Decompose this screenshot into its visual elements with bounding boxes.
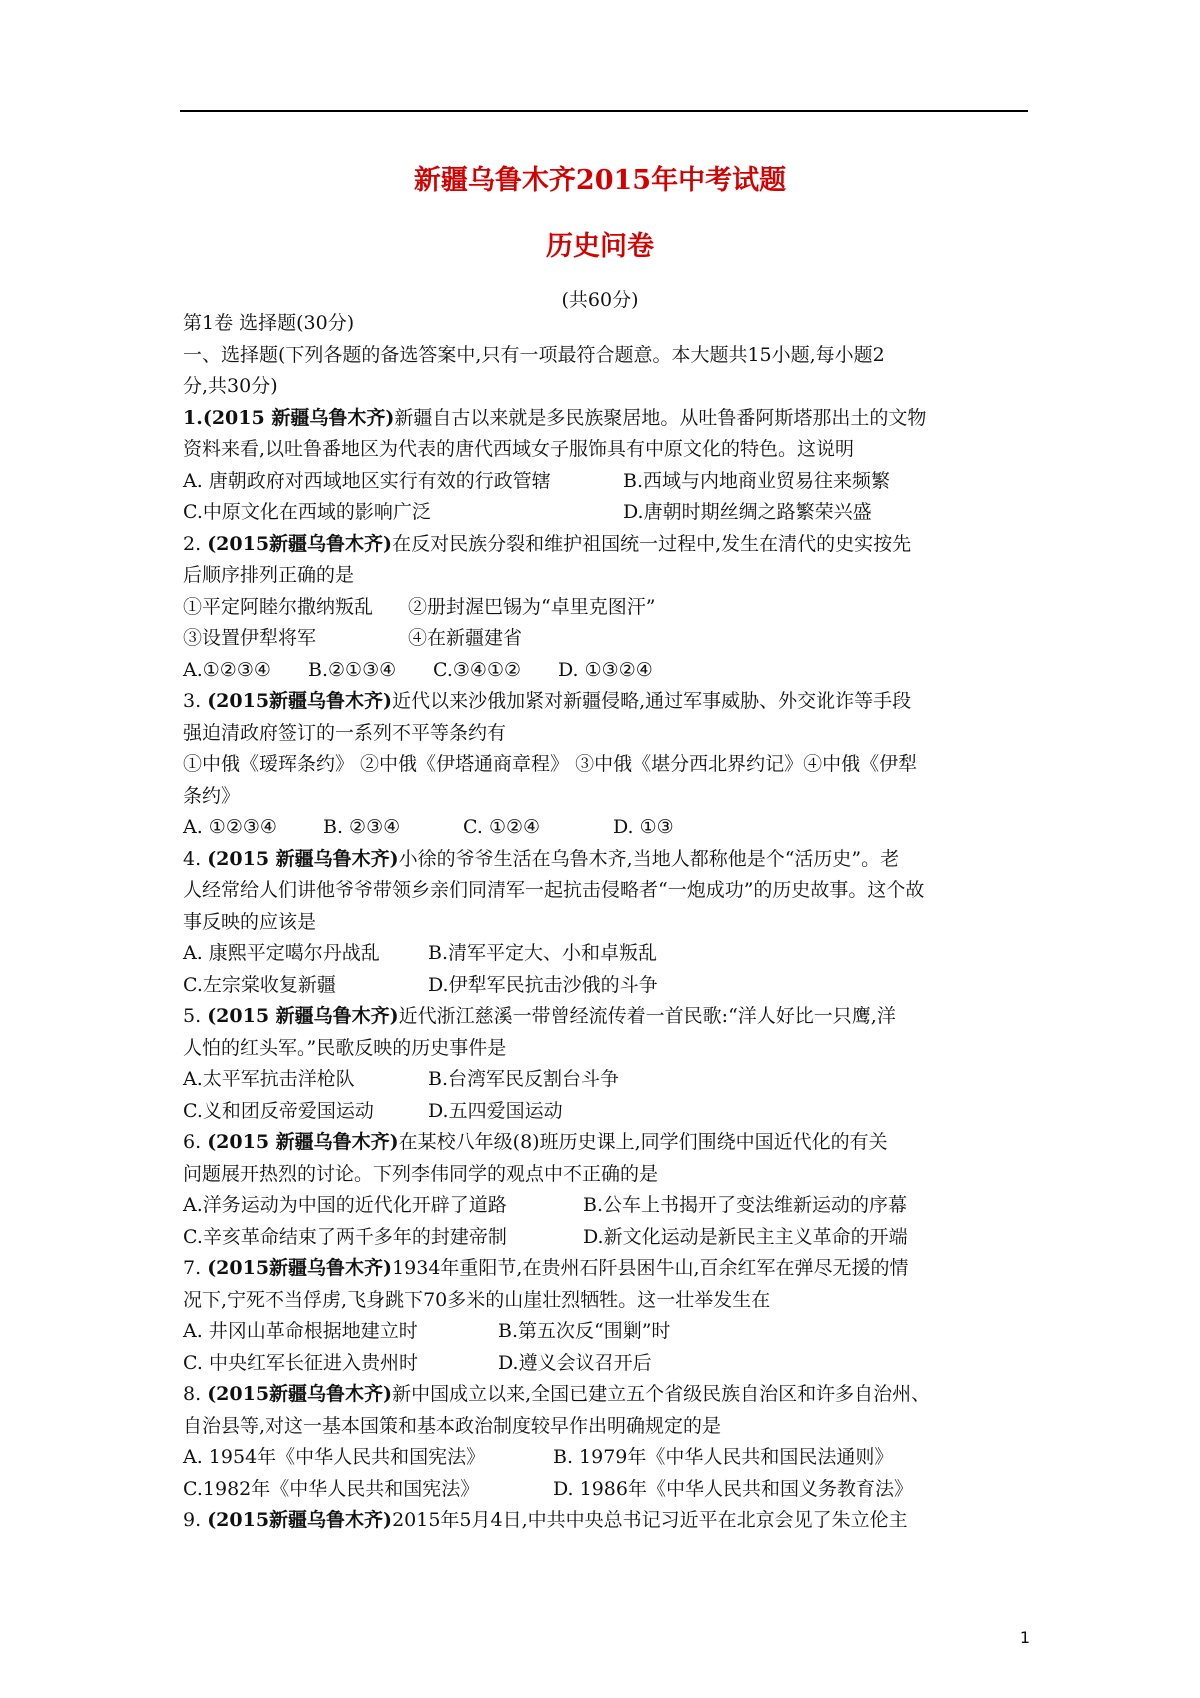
page-number: 1 <box>1019 1628 1030 1647</box>
option-d: D.遵义会议召开后 <box>498 1351 652 1374</box>
event-item: ②册封渥巴锡为“卓里克图汗” <box>408 595 656 618</box>
question-text: 1934年重阳节,在贵州石阡县困牛山,百余红军在弹尽无援的情 <box>392 1257 909 1279</box>
option-d: D.唐朝时期丝绸之路繁荣兴盛 <box>623 501 872 523</box>
question-number: 8. <box>183 1383 202 1405</box>
question-8 <box>183 1379 1029 1411</box>
event-item: ③设置伊犁将军 <box>183 627 317 649</box>
question-text: 新疆自古以来就是多民族聚居地。从吐鲁番阿斯塔那出土的文物 <box>394 406 927 429</box>
header-rule <box>180 110 1028 112</box>
event-item: ①平定阿睦尔撒纳叛乱 <box>183 595 374 618</box>
question-source: (2015 新疆乌鲁木齐) <box>202 406 395 429</box>
section-heading: 第1卷 选择题(30分) <box>183 312 355 334</box>
option-a: A.太平军抗击洋枪队 <box>183 1068 355 1090</box>
question-text: 小徐的爷爷生活在乌鲁木齐,当地人都称他是个“活历史”。老 <box>398 847 900 870</box>
option-b: B.公车上书揭开了变法维新运动的序幕 <box>583 1194 908 1216</box>
question-3 <box>183 686 1029 718</box>
question-1 <box>183 403 1029 435</box>
option-b: B. ②③④ <box>323 816 401 838</box>
instructions-line-1: 一、选择题(下列各题的备选答案中,只有一项最符合题意。本大题共15小题,每小题2 <box>183 343 885 366</box>
option-a: A. 1954年《中华人民共和国宪法》 <box>183 1446 486 1468</box>
question-text: 自治县等,对这一基本国策和基本政治制度较早作出明确规定的是 <box>183 1414 722 1437</box>
question-number: 6. <box>183 1131 202 1153</box>
question-source: (2015新疆乌鲁木齐) <box>207 1257 393 1279</box>
question-text: 况下,宁死不当俘虏,飞身跳下70多米的山崖壮烈牺牲。这一壮举发生在 <box>183 1288 771 1311</box>
question-4 <box>183 844 1029 876</box>
question-text: 人经常给人们讲他爷爷带领乡亲们同清军一起抗击侵略者“一炮成功”的历史故事。这个故 <box>183 879 925 901</box>
exam-title: 新疆乌鲁木齐2015年中考试题 <box>413 165 787 196</box>
option-d: D.新文化运动是新民主主义革命的开端 <box>583 1225 908 1248</box>
option-b: B.第五次反“围剿”时 <box>498 1320 671 1342</box>
question-text: 近代以来沙俄加紧对新疆侵略,通过军事威胁、外交讹诈等手段 <box>392 690 912 712</box>
option-d: D.五四爱国运动 <box>428 1099 563 1122</box>
option-c: C.义和团反帝爱国运动 <box>183 1099 374 1122</box>
option-b: B.清军平定大、小和卓叛乱 <box>428 942 658 964</box>
question-text: 问题展开热烈的讨论。下列李伟同学的观点中不正确的是 <box>183 1162 659 1185</box>
exam-subtitle: 历史问卷 <box>546 231 654 262</box>
question-text: 事反映的应该是 <box>183 910 317 933</box>
option-c: C. ①②④ <box>463 816 541 838</box>
option-a: A.洋务运动为中国的近代化开辟了道路 <box>183 1194 507 1216</box>
question-number: 7. <box>183 1257 202 1279</box>
question-number: 3. <box>183 690 202 712</box>
question-7 <box>183 1253 1029 1285</box>
question-source: (2015 新疆乌鲁木齐) <box>207 1131 399 1153</box>
option-d: D. ①③②④ <box>558 658 653 681</box>
question-9 <box>183 1505 1029 1537</box>
question-number: 9. <box>183 1509 202 1531</box>
option-d: D. 1986年《中华人民共和国义务教育法》 <box>553 1477 913 1500</box>
option-c: C.左宗棠收复新疆 <box>183 973 336 996</box>
question-text: 人怕的红头军。”民歌反映的历史事件是 <box>183 1036 507 1059</box>
question-text: 近代浙江慈溪一带曾经流传着一首民歌:“洋人好比一只鹰,洋 <box>398 1005 896 1027</box>
question-source: (2015 新疆乌鲁木齐) <box>207 1005 399 1027</box>
option-a: A. ①②③④ <box>183 816 277 838</box>
option-b: B.台湾军民反割台斗争 <box>428 1068 620 1090</box>
instructions-line-2: 分,共30分) <box>183 375 278 397</box>
option-a: A. 唐朝政府对西域地区实行有效的行政管辖 <box>183 469 551 492</box>
option-c: C.③④①② <box>433 658 522 681</box>
question-source: (2015新疆乌鲁木齐) <box>207 532 393 555</box>
event-item: ④在新疆建省 <box>408 627 523 649</box>
option-b: B. 1979年《中华人民共和国民法通则》 <box>553 1446 894 1468</box>
question-source: (2015新疆乌鲁木齐) <box>207 1383 393 1405</box>
option-d: D. ①③ <box>613 816 674 838</box>
question-text: 资料来看,以吐鲁番地区为代表的唐代西域女子服饰具有中原文化的特色。这说明 <box>183 438 855 460</box>
question-number: 1. <box>183 406 203 429</box>
treaty-list: ①中俄《瑷珲条约》 ②中俄《伊塔通商章程》 ③中俄《堪分西北界约记》④中俄《伊犁 <box>183 753 918 775</box>
question-source: (2015 新疆乌鲁木齐) <box>207 847 399 870</box>
question-number: 5. <box>183 1005 202 1027</box>
question-text: 2015年5月4日,中共中央总书记习近平在北京会见了朱立伦主 <box>392 1509 908 1531</box>
option-c: C.1982年《中华人民共和国宪法》 <box>183 1477 480 1500</box>
question-5 <box>183 1001 1029 1033</box>
exam-body <box>183 308 1029 1537</box>
question-text: 强迫清政府签订的一系列不平等条约有 <box>183 721 507 744</box>
question-6 <box>183 1127 1029 1159</box>
option-c: C.辛亥革命结束了两千多年的封建帝制 <box>183 1225 507 1248</box>
option-a: A.①②③④ <box>183 658 271 681</box>
question-number: 4. <box>183 847 202 870</box>
question-text: 后顺序排列正确的是 <box>183 564 355 586</box>
option-d: D.伊犁军民抗击沙俄的斗争 <box>428 973 658 996</box>
option-a: A. 井冈山革命根据地建立时 <box>183 1320 418 1342</box>
total-score: (共60分) <box>561 289 639 311</box>
option-c: C.中原文化在西域的影响广泛 <box>183 501 431 523</box>
option-c: C. 中央红军长征进入贵州时 <box>183 1351 418 1374</box>
treaty-list: 条约》 <box>183 784 241 807</box>
option-b: B.西域与内地商业贸易往来频繁 <box>623 469 891 492</box>
question-source: (2015新疆乌鲁木齐) <box>207 1509 393 1531</box>
option-b: B.②①③④ <box>308 658 397 681</box>
question-text: 新中国成立以来,全国已建立五个省级民族自治区和许多自治州、 <box>392 1383 931 1405</box>
option-a: A. 康熙平定噶尔丹战乱 <box>183 942 380 964</box>
question-text: 在反对民族分裂和维护祖国统一过程中,发生在清代的史实按先 <box>392 532 912 555</box>
question-source: (2015新疆乌鲁木齐) <box>207 690 393 712</box>
question-number: 2. <box>183 532 202 555</box>
question-text: 在某校八年级(8)班历史课上,同学们围绕中国近代化的有关 <box>398 1131 888 1153</box>
question-2 <box>183 529 1029 561</box>
